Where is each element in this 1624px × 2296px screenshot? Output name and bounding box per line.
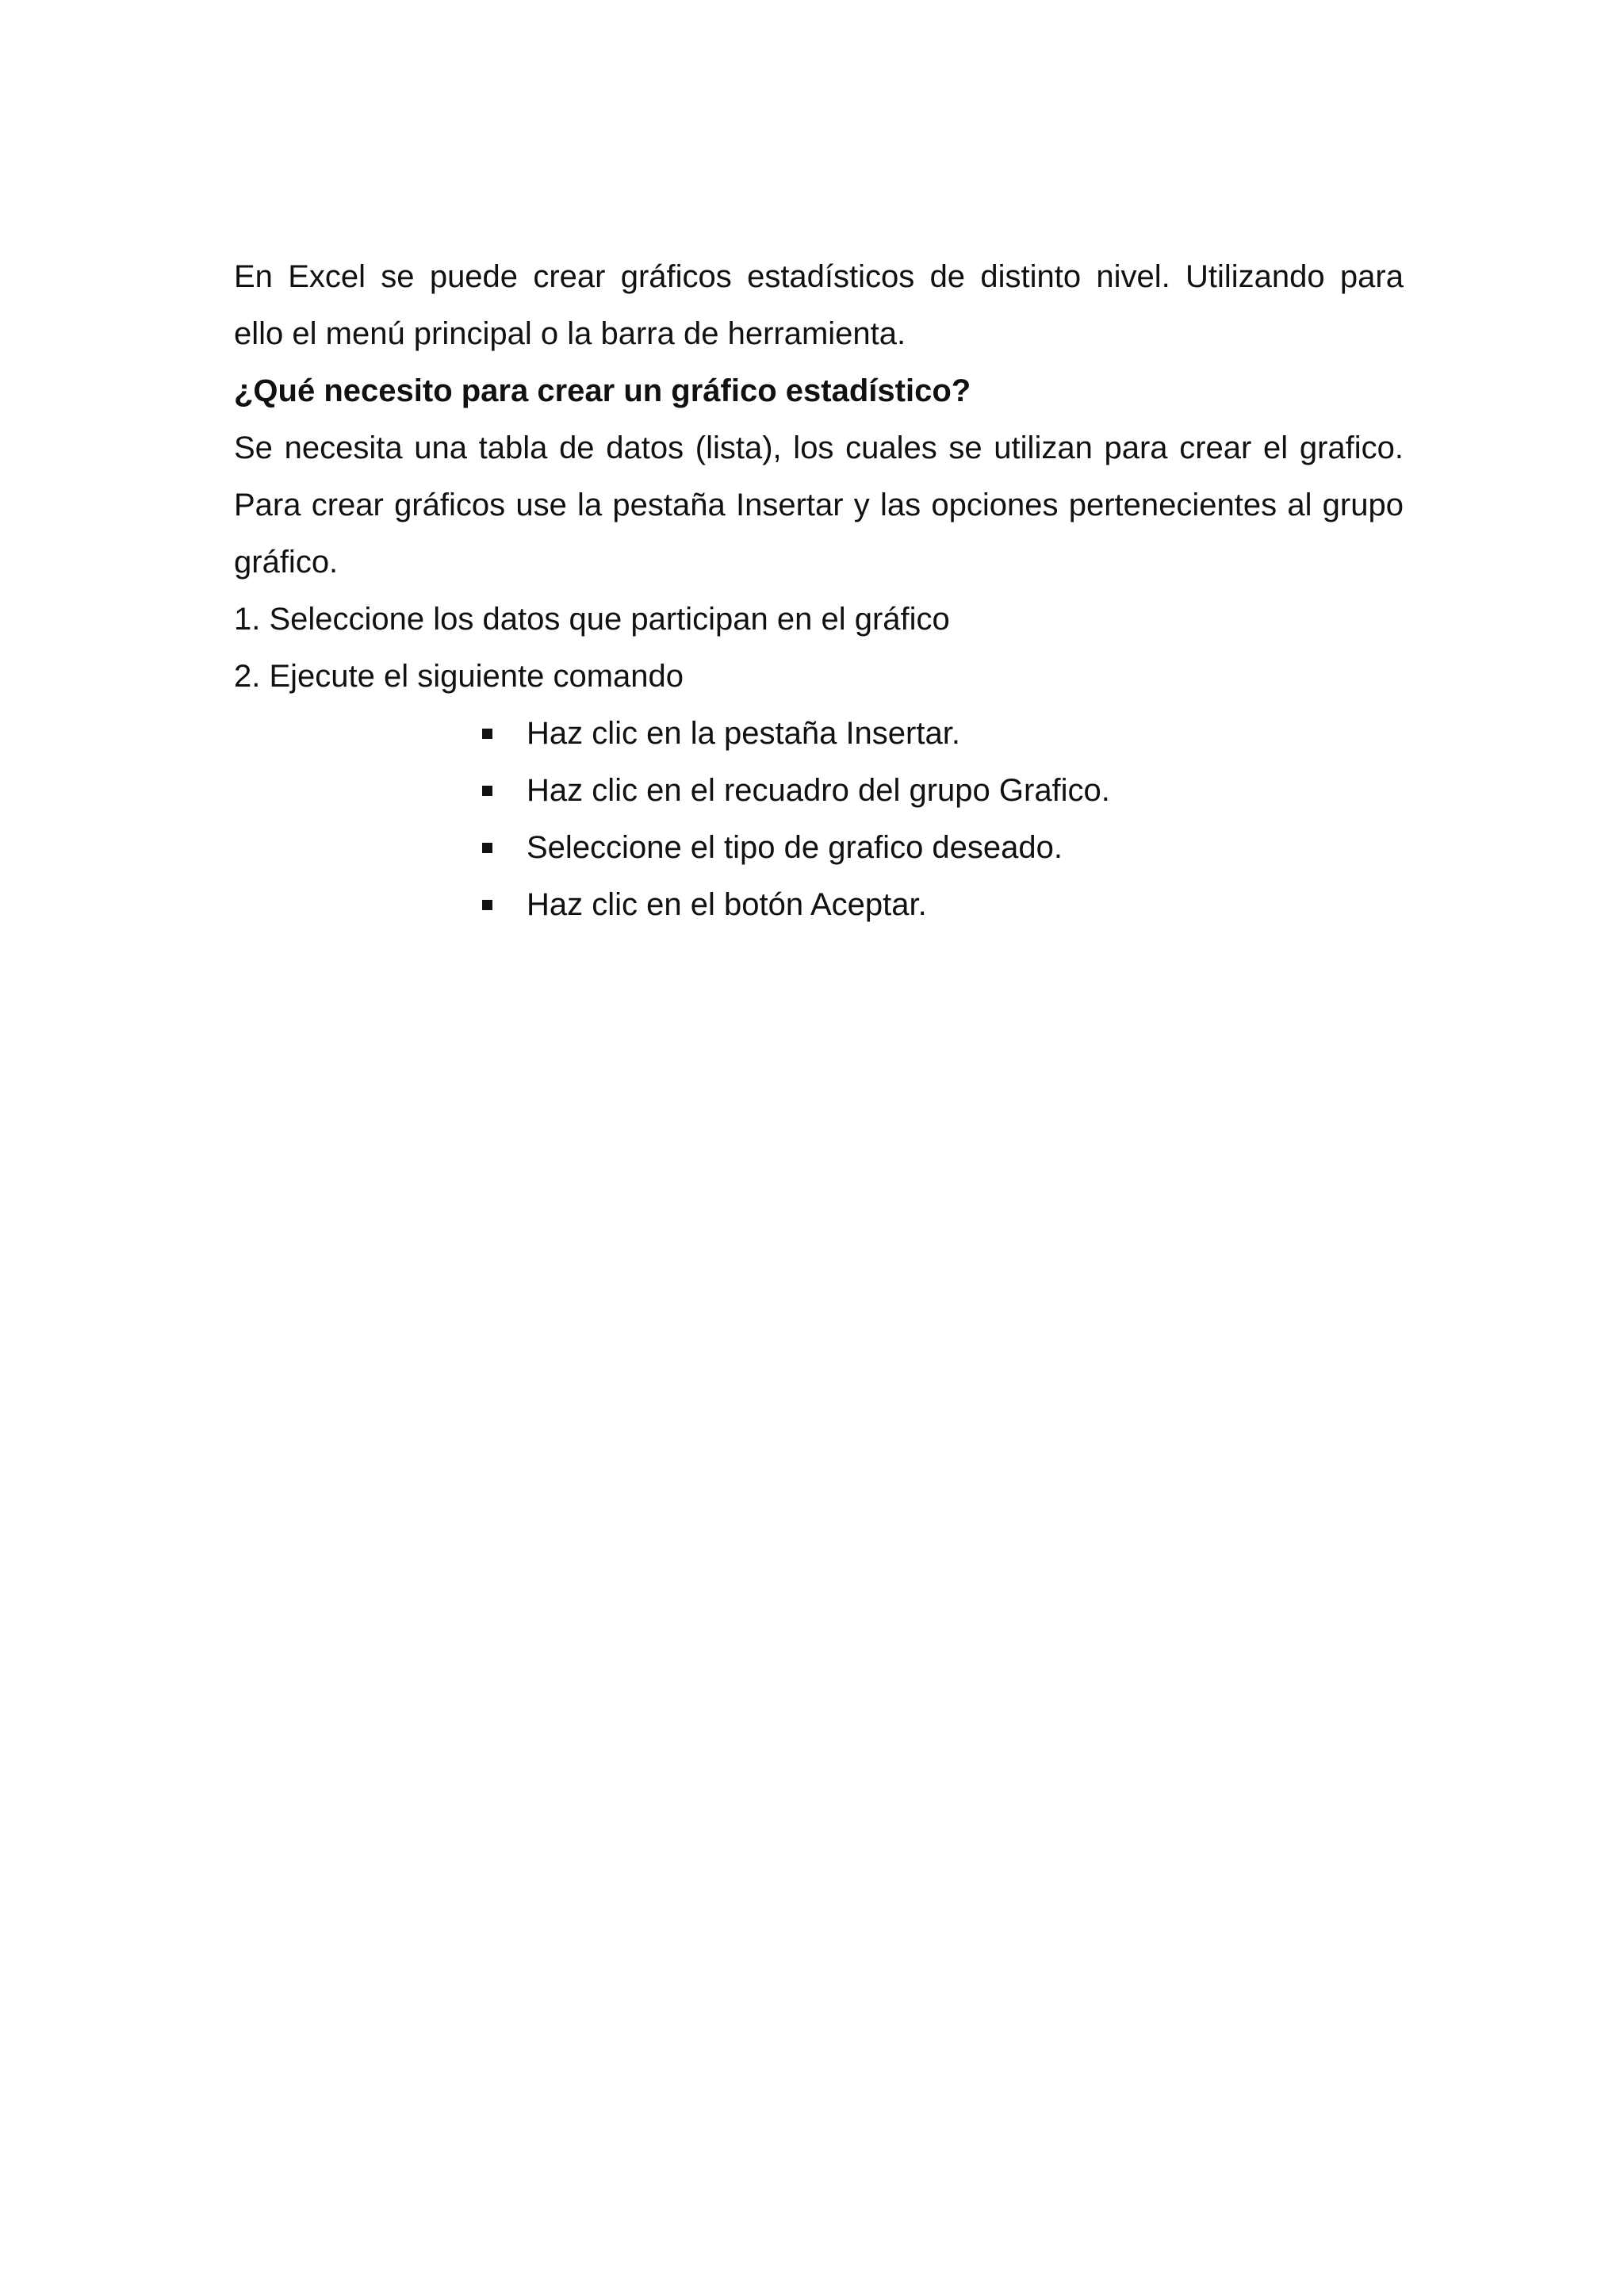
explanation-line-1: Se necesita una tabla de datos (lista), los cuales se utilizan para crear el grafico. <box>234 430 1404 465</box>
bullet-text: Haz clic en el recuadro del grupo Grafico. <box>527 773 1110 808</box>
explanation-line-2: Para crear gráficos use la pestaña Insertar y las opciones pertenecientes al grupo <box>234 488 1404 522</box>
intro-paragraph <box>234 248 1404 362</box>
bullet-item <box>482 705 1404 762</box>
square-bullet-icon <box>482 900 492 910</box>
square-bullet-icon <box>482 786 492 796</box>
square-bullet-icon <box>482 729 492 739</box>
intro-line-2: ello el menú principal o la barra de herramienta. <box>234 316 906 351</box>
bullet-item <box>482 762 1404 819</box>
explanation-paragraph <box>234 419 1404 591</box>
intro-line-1: En Excel se puede crear gráficos estadísticos de distinto nivel. Utilizando para <box>234 259 1404 294</box>
bullet-text: Haz clic en el botón Aceptar. <box>527 887 927 922</box>
bullet-item <box>482 819 1404 876</box>
bullet-item <box>482 876 1404 933</box>
bullet-text: Haz clic en la pestaña Insertar. <box>527 716 960 751</box>
square-bullet-icon <box>482 843 492 853</box>
numbered-steps <box>234 591 1404 705</box>
section-heading: ¿Qué necesito para crear un gráfico estadístico? <box>234 373 971 408</box>
bullet-text: Seleccione el tipo de grafico deseado. <box>527 830 1063 865</box>
explanation-line-3: gráfico. <box>234 545 339 580</box>
step-item: 2. Ejecute el siguiente comando <box>234 659 684 694</box>
bullet-list <box>482 705 1404 933</box>
document-body <box>234 248 1404 933</box>
step-item: 1. Seleccione los datos que participan en el gráfico <box>234 602 950 637</box>
